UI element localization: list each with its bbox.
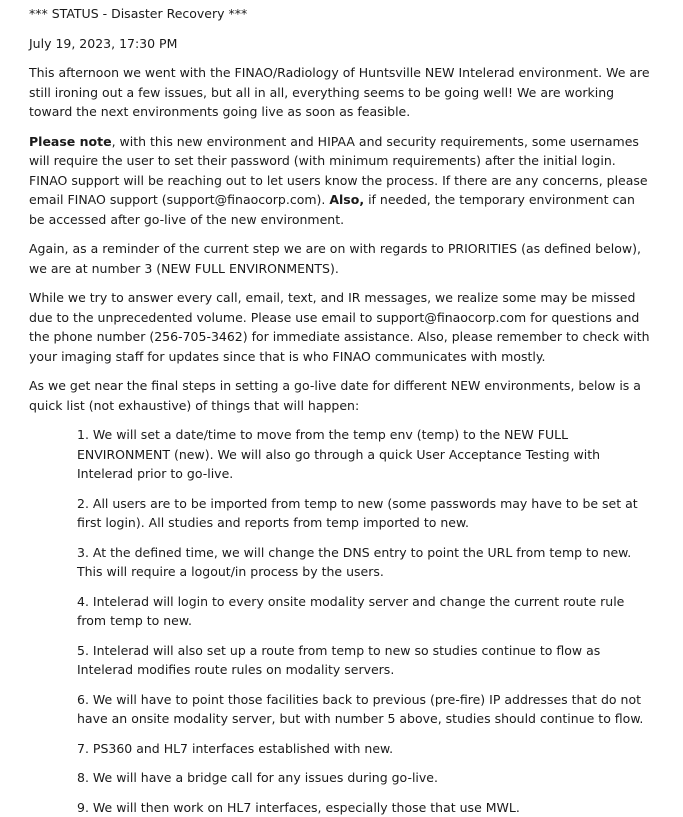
- paragraph-priorities: Again, as a reminder of the current step we are on with regards to PRIORITIES (as defined below), we are at number 3 (NEW FULL ENVIRONMENTS).: [29, 239, 654, 278]
- also-bold: Also,: [329, 192, 364, 207]
- paragraph-contact: While we try to answer every call, email, text, and IR messages, we realize some may be missed due to the unprecedented volume. Please use email to support@finaocorp.com for questions and the phone number (256-705-3462) for immediate assistance. Also, please remember to check with your imaging staff for updates since that is who FINAO communicates with mostly.: [29, 288, 654, 366]
- list-item: 7. PS360 and HL7 interfaces established with new.: [77, 739, 654, 759]
- list-item: 3. At the defined time, we will change the DNS entry to point the URL from temp to new. This will require a logout/in process by the users.: [77, 543, 654, 582]
- document-title: *** STATUS - Disaster Recovery ***: [29, 4, 654, 24]
- also-text: if needed, the temporary environment can be accessed after go-live of the new environment.: [29, 192, 635, 227]
- paragraph-intro: This afternoon we went with the FINAO/Radiology of Huntsville NEW Intelerad environment. We are still ironing out a few issues, but all in all, everything seems to be going well! We are working toward the next environments going live as soon as feasible.: [29, 63, 654, 122]
- steps-list: [29, 425, 654, 817]
- list-item: 8. We will have a bridge call for any issues during go-live.: [77, 768, 654, 788]
- list-item: 4. Intelerad will login to every onsite modality server and change the current route rule from temp to new.: [77, 592, 654, 631]
- list-item: 1. We will set a date/time to move from the temp env (temp) to the NEW FULL ENVIRONMENT (new). We will also go through a quick User Acceptance Testing with Intelerad prior to go-live.: [77, 425, 654, 484]
- paragraph-list-intro: As we get near the final steps in setting a go-live date for different NEW environments, below is a quick list (not exhaustive) of things that will happen:: [29, 376, 654, 415]
- please-note-bold: Please note: [29, 134, 112, 149]
- list-item: 9. We will then work on HL7 interfaces, especially those that use MWL.: [77, 798, 654, 817]
- list-item: 5. Intelerad will also set up a route from temp to new so studies continue to flow as Intelerad modifies route rules on modality servers.: [77, 641, 654, 680]
- document-date: July 19, 2023, 17:30 PM: [29, 34, 654, 54]
- please-note-text: , with this new environment and HIPAA and security requirements, some usernames will require the user to set their password (with minimum requirements) after the initial login. FINAO support will be reaching out to let users know the process. If there are any concerns, please email FINAO support (support@finaocorp.com).: [29, 134, 648, 208]
- paragraph-please-note: [29, 132, 654, 230]
- list-item: 2. All users are to be imported from temp to new (some passwords may have to be set at first login). All studies and reports from temp imported to new.: [77, 494, 654, 533]
- list-item: 6. We will have to point those facilities back to previous (pre-fire) IP addresses that do not have an onsite modality server, but with number 5 above, studies should continue to flow.: [77, 690, 654, 729]
